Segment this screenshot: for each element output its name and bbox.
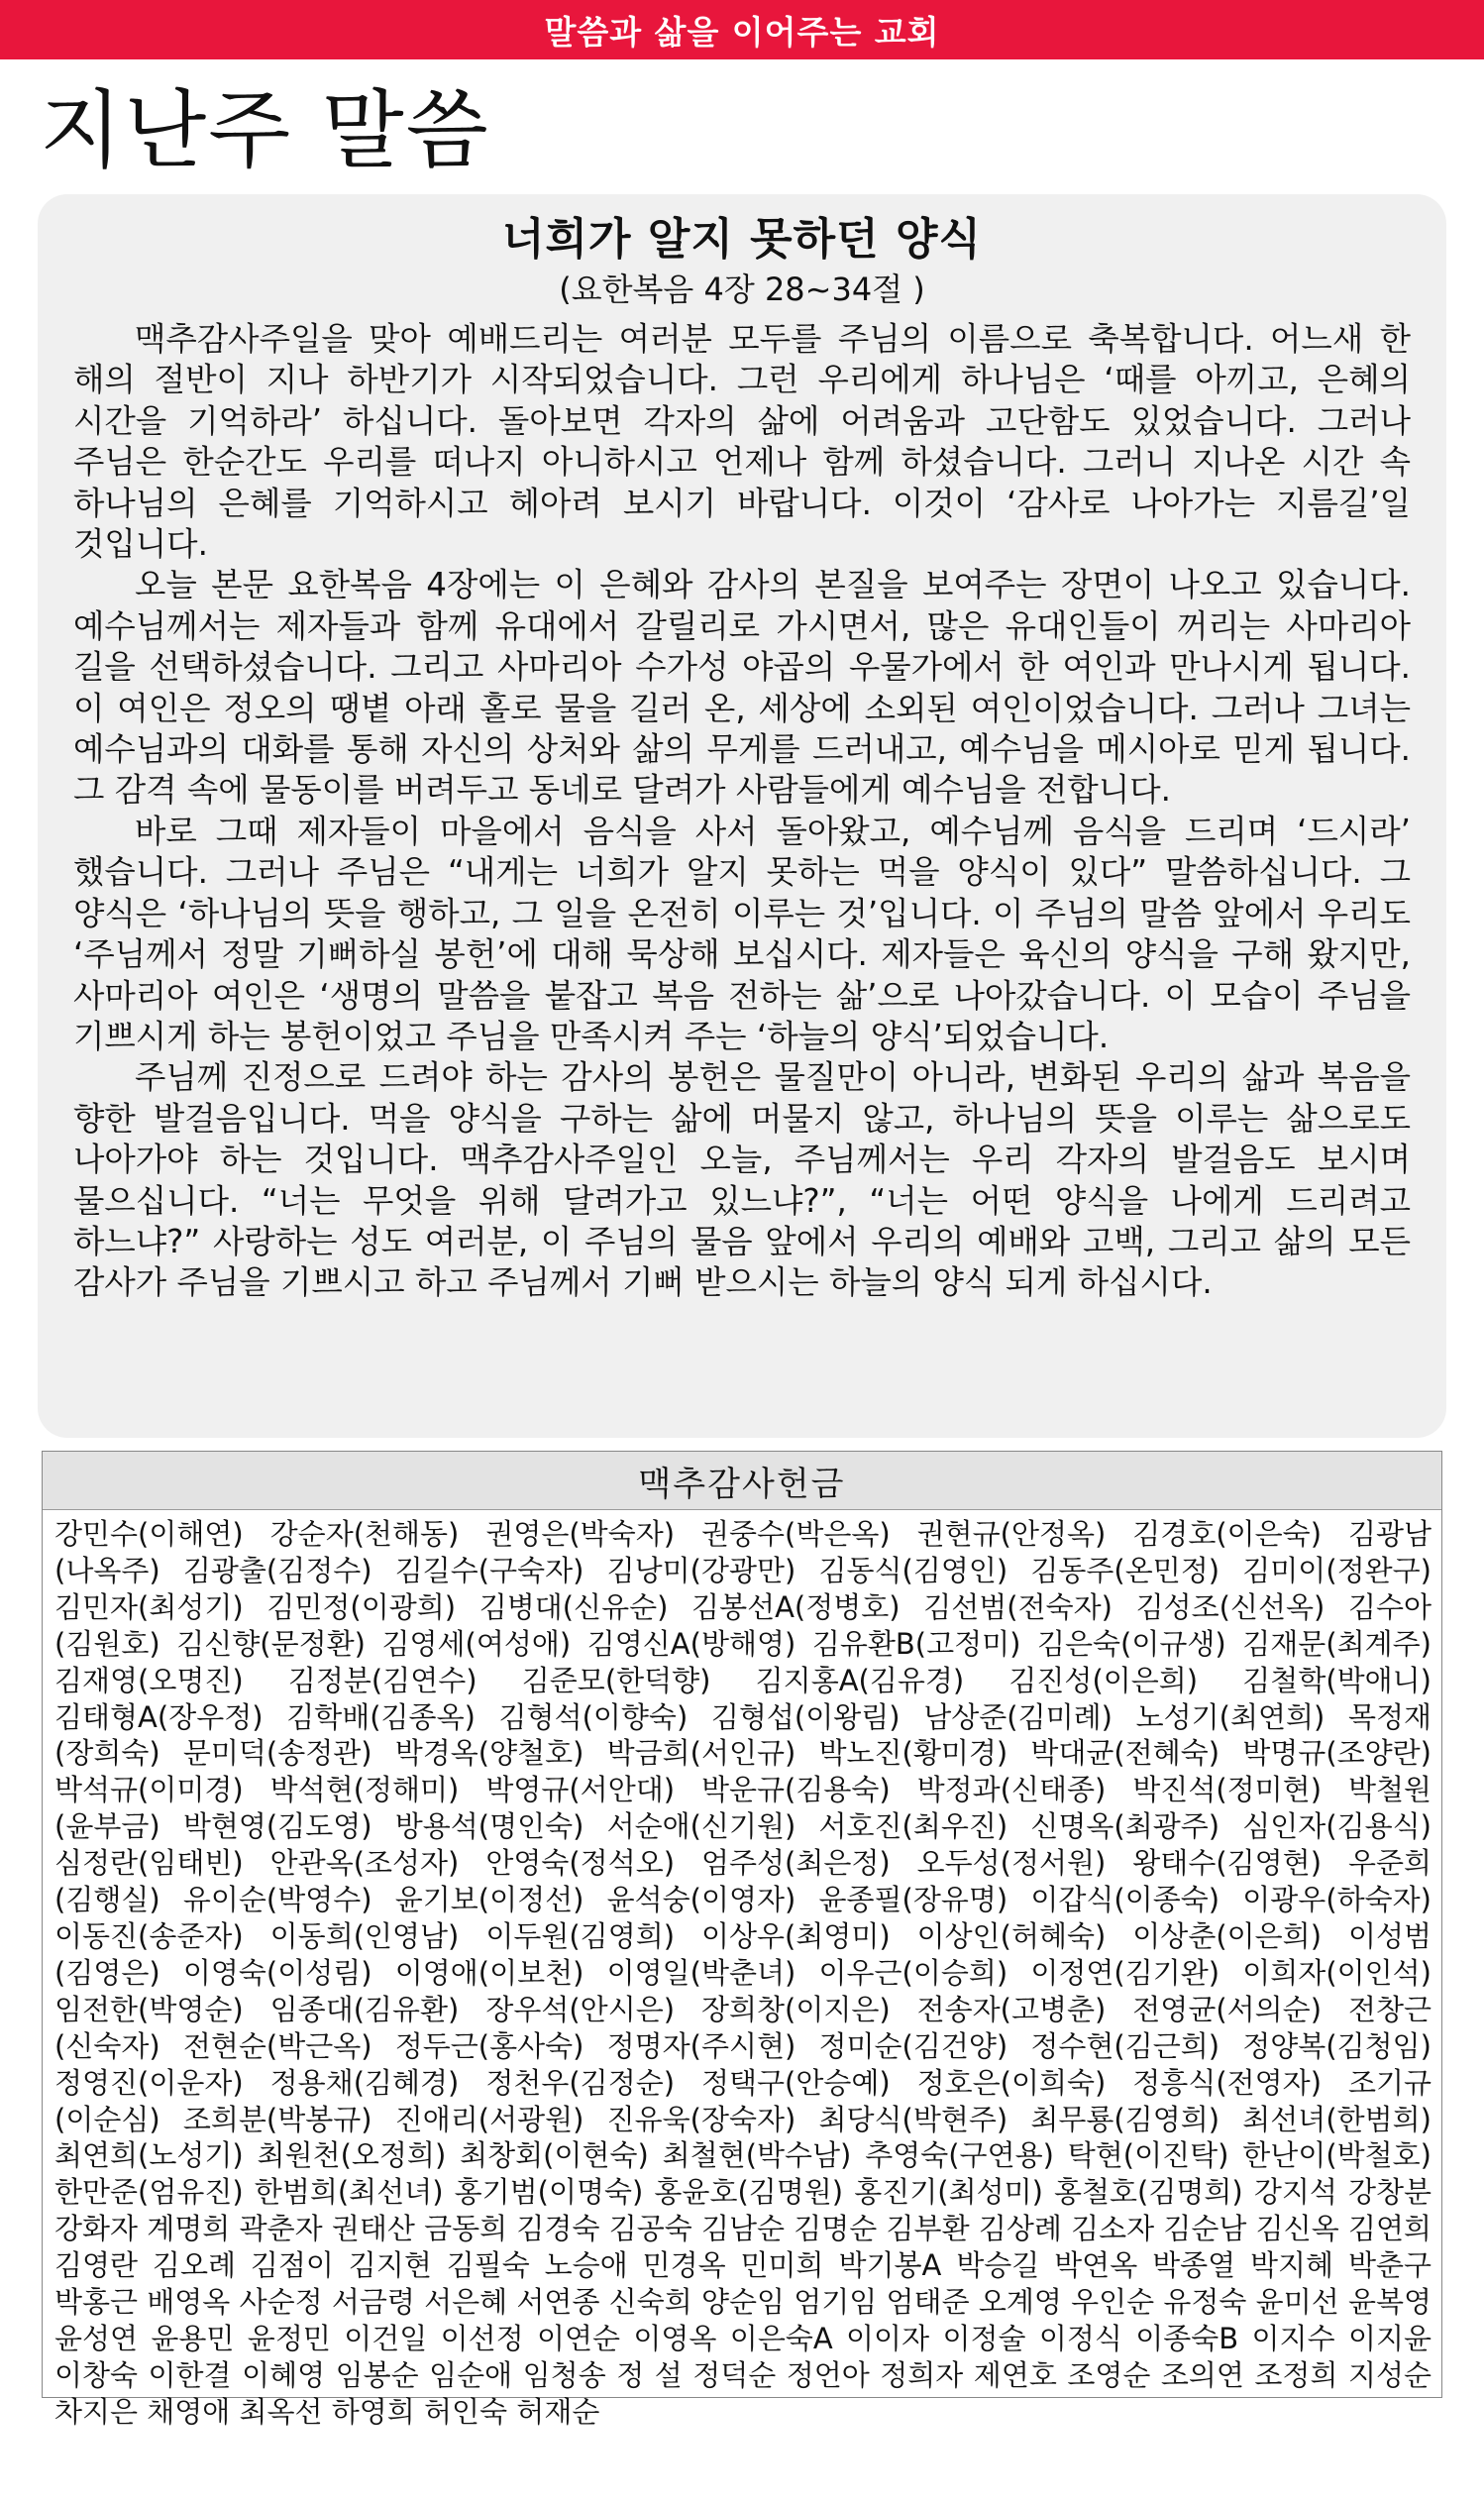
sermon-paragraph: 주님께 진정으로 드려야 하는 감사의 봉헌은 물질만이 아니라, 변화된 우리의 삶과 복음을 향한 발걸음입니다. 먹을 양식을 구하는 삶에 머물지 않고, 하나님의 뜻을 이루는 삶으로도 나아가야 하는 것입니다. 맥추감사주일인 오늘, 주님께서는 우리 각자의 발걸음도 보시며 물으십니다. “너는 무엇을 위해 달려가고 있느냐?”, “너는 어떤 양식을 나에게 드리려고 하느냐?” 사랑하는 성도 여러분, 이 주님의 물음 앞에서 우리의 예배와 고백, 그리고 삶의 모든 감사가 주님을 기쁘시고 하고 주님께서 기뻐 받으시는 하늘의 양식 되게 하십시다. xyxy=(73,1058,1411,1302)
offering-box xyxy=(42,1451,1442,2429)
page-title: 지난주 말씀 xyxy=(40,81,490,180)
sermon-reference: (요한복음 4장 28~34절 ) xyxy=(559,271,925,308)
offering-title: 맥추감사헌금 xyxy=(43,1452,1441,1510)
donor-list: 강민수(이해연) 강순자(천해동) 권영은(박숙자) 권중수(박은옥) 권현규(안정옥) 김경호(이은숙) 김광남(나옥주) 김광출(김정수) 김길수(구숙자) 김낭미(강광만) 김동식(김영인) 김동주(온민정) 김미이(정완구) 김민자(최성기) 김민정(이광희) 김병대(신유순) 김봉선A(정병호) 김선범(전숙자) 김성조(신선옥) 김수아(김원호) 김신향(문정환) 김영세(여성애) 김영신A(방해영) 김유환B(고정미) 김은숙(이규생) 김재문(최계주) 김재영(오명진) 김정분(김연수) 김준모(한덕향) 김지홍A(김유경) 김진성(이은희) 김철학(박애니) 김태형A(장우정) 김학배(김종옥) 김형석(이향숙) 김형섭(이왕림) 남상준(김미례) 노성기(최연희) 목정재(장희숙) 문미덕(송정관) 박경옥(양철호) 박금희(서인규) 박노진(황미경) 박대균(전혜숙) 박명규(조양란) 박석규(이미경) 박석현(정해미) 박영규(서안대) 박운규(김용숙) 박정과(신태종) 박진석(정미현) 박철원(윤부금) 박현영(김도영) 방용석(명인숙) 서순애(신기원) 서호진(최우진) 신명옥(최광주) 심인자(김용식) 심정란(임태빈) 안관옥(조성자) 안영숙(정석오) 엄주성(최은정) 오두성(정서원) 왕태수(김영현) 우준희(김행실) 유이순(박영수) 윤기보(이정선) 윤석숭(이영자) 윤종필(장유명) 이갑식(이종숙) 이광우(하숙자) 이동진(송준자) 이동희(인영남) 이두원(김영희) 이상우(최영미) 이상인(허혜숙) 이상춘(이은희) 이성범(김영은) 이영숙(이성림) 이영애(이보천) 이영일(박춘녀) 이우근(이승희) 이정연(김기완) 이희자(이인석) 임전한(박영순) 임종대(김유환) 장우석(안시은) 장희창(이지은) 전송자(고병춘) 전영균(서의순) 전창근(신숙자) 전현순(박근옥) 정두근(홍사숙) 정명자(주시현) 정미순(김건양) 정수현(김근희) 정양복(김청임) 정영진(이운자) 정용채(김혜경) 정천우(김정순) 정택구(안승예) 정호은(이희숙) 정흥식(전영자) 조기규(이순심) 조희분(박봉규) 진애리(서광원) 진유욱(장숙자) 최당식(박현주) 최무룡(김영희) 최선녀(한범희) 최연희(노성기) 최원천(오정희) 최창회(이현숙) 최철현(박수남) 추영숙(구연용) 탁현(이진탁) 한난이(박철호) 한만준(엄유진) 한범희(최선녀) 홍기범(이명숙) 홍윤호(김명원) 홍진기(최성미) 홍철호(김명희) 강지석 강창분 강화자 계명희 곽춘자 권태산 금동희 김경숙 김공숙 김남순 김명순 김부환 김상례 김소자 김순남 김신옥 김연희 김영란 김오례 김점이 김지현 김필숙 노승애 민경옥 민미희 박기봉A 박승길 박연옥 박종열 박지혜 박춘구 박홍근 배영옥 사순정 서금령 서은혜 서연종 신숙희 양순임 엄기임 엄태준 오계영 우인순 유정숙 윤미선 윤복영 윤성연 윤용민 윤정민 이건일 이선정 이연순 이영옥 이은숙A 이이자 이정술 이정식 이종숙B 이지수 이지윤 이창숙 이한결 이혜영 임봉순 임순애 임청송 정 설 정덕순 정언아 정희자 제연호 조영순 조의연 조정희 지성순 차지은 채영애 최옥선 하영희 허인숙 허재순 xyxy=(54,1517,1432,2429)
sermon-box xyxy=(38,194,1446,1438)
sermon-paragraph: 맥추감사주일을 맞아 예배드리는 여러분 모두를 주님의 이름으로 축복합니다. 어느새 한 해의 절반이 지나 하반기가 시작되었습니다. 그런 우리에게 하나님은 ‘때를 아끼고, 은혜의 시간을 기억하라’ 하십니다. 돌아보면 각자의 삶에 어려움과 고단함도 있었습니다. 그러나 주님은 한순간도 우리를 떠나지 아니하시고 언제나 함께 하셨습니다. 그러니 지나온 시간 속 하나님의 은혜를 기억하시고 헤아려 보시기 바랍니다. 이것이 ‘감사로 나아가는 지름길’일 것입니다. xyxy=(73,320,1411,564)
sermon-paragraph: 오늘 본문 요한복음 4장에는 이 은혜와 감사의 본질을 보여주는 장면이 나오고 있습니다. 예수님께서는 제자들과 함께 유대에서 갈릴리로 가시면서, 많은 유대인들이 꺼리는 사마리아 길을 선택하셨습니다. 그리고 사마리아 수가성 야곱의 우물가에서 한 여인과 만나시게 됩니다. 이 여인은 정오의 땡볕 아래 홀로 물을 길러 온, 세상에 소외된 여인이었습니다. 그러나 그녀는 예수님과의 대화를 통해 자신의 상처와 삶의 무게를 드러내고, 예수님을 메시아로 믿게 됩니다. 그 감격 속에 물동이를 버려두고 동네로 달려가 사람들에게 예수님을 전합니다. xyxy=(73,566,1411,810)
sermon-title: 너희가 알지 못하던 양식 xyxy=(502,214,982,265)
sermon-paragraph: 바로 그때 제자들이 마을에서 음식을 사서 돌아왔고, 예수님께 음식을 드리며 ‘드시라’ 했습니다. 그러나 주님은 “내게는 너희가 알지 못하는 먹을 양식이 있다” 말씀하십니다. 그 양식은 ‘하나님의 뜻을 행하고, 그 일을 온전히 이루는 것’입니다. 이 주님의 말씀 앞에서 우리도 ‘주님께서 정말 기뻐하실 봉헌’에 대해 묵상해 보십시다. 제자들은 육신의 양식을 구해 왔지만, 사마리아 여인은 ‘생명의 말씀을 붙잡고 복음 전하는 삶’으로 나아갔습니다. 이 모습이 주님을 기쁘시게 하는 봉헌이었고 주님을 만족시켜 주는 ‘하늘의 양식’되었습니다. xyxy=(73,812,1411,1055)
sermon-body xyxy=(73,319,1411,1304)
top-banner xyxy=(0,0,1484,59)
banner-text: 말씀과 삶을 이어주는 교회 xyxy=(544,12,940,52)
